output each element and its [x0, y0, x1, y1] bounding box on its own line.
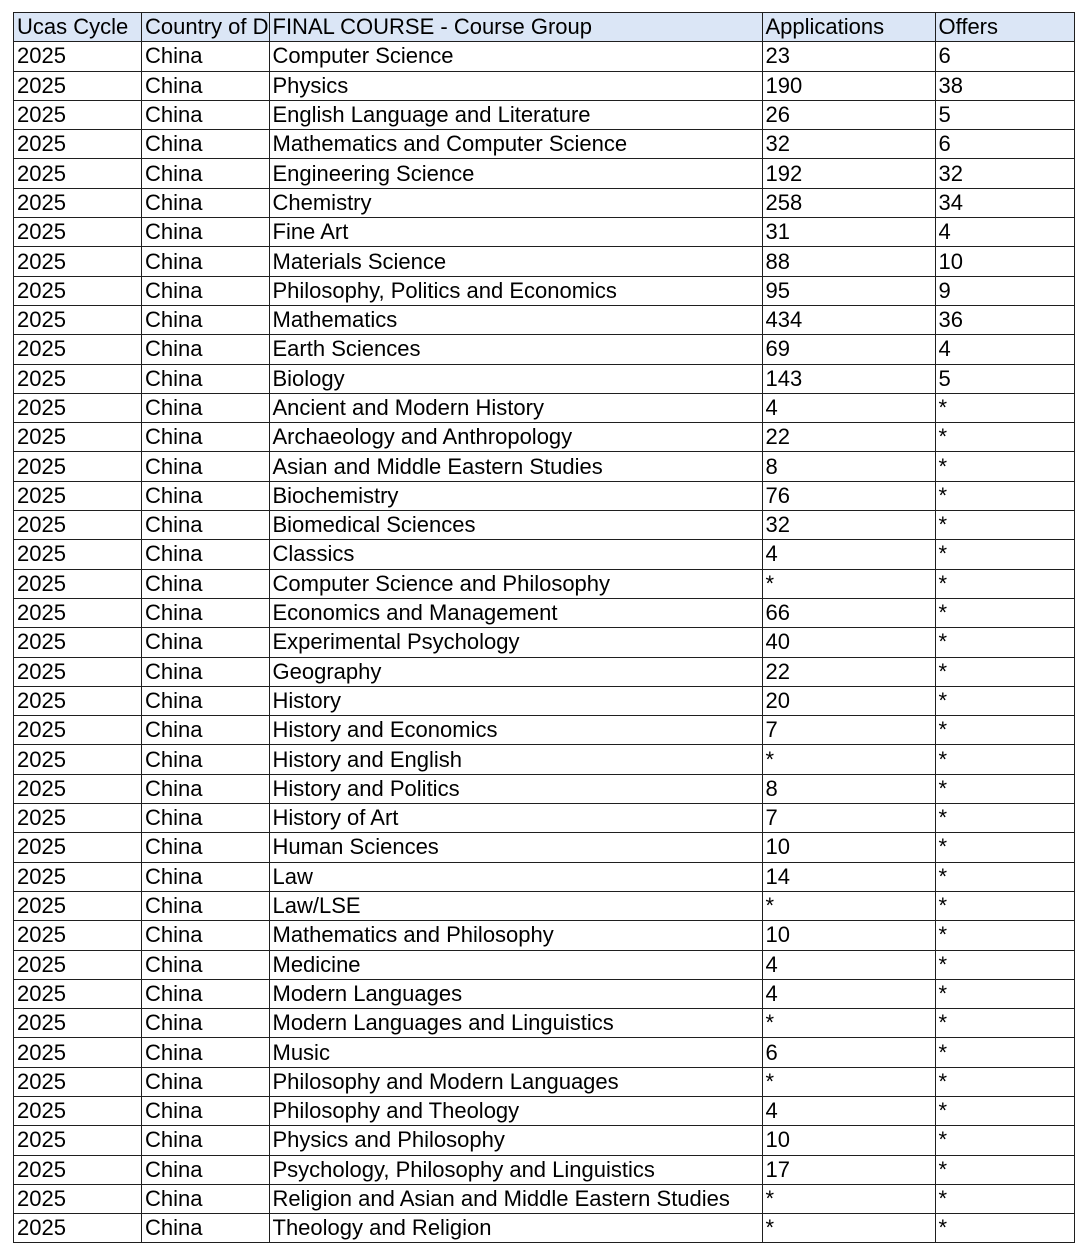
cell-country[interactable]: China [142, 598, 270, 627]
table-row [14, 862, 1075, 891]
cell-offers[interactable]: 6 [935, 130, 1074, 159]
cell-country[interactable]: China [142, 716, 270, 745]
cell-applications[interactable]: 76 [762, 481, 935, 510]
cell-ucas-cycle[interactable]: 2025 [14, 979, 142, 1008]
cell-offers[interactable]: 5 [935, 364, 1074, 393]
header-country[interactable]: Country of D [142, 13, 270, 42]
cell-ucas-cycle[interactable]: 2025 [14, 71, 142, 100]
cell-offers[interactable]: * [935, 481, 1074, 510]
cell-course-group[interactable]: Experimental Psychology [269, 628, 762, 657]
cell-applications[interactable]: 4 [762, 1096, 935, 1125]
cell-country[interactable]: China [142, 305, 270, 334]
cell-country[interactable]: China [142, 979, 270, 1008]
cell-applications[interactable]: 434 [762, 305, 935, 334]
cell-course-group[interactable]: Modern Languages [269, 979, 762, 1008]
cell-country[interactable]: China [142, 833, 270, 862]
cell-course-group[interactable]: Religion and Asian and Middle Eastern Studies [269, 1184, 762, 1213]
cell-applications[interactable]: * [762, 1184, 935, 1213]
cell-course-group[interactable]: Mathematics and Computer Science [269, 130, 762, 159]
table-row [14, 130, 1075, 159]
cell-course-group[interactable]: Ancient and Modern History [269, 393, 762, 422]
cell-course-group[interactable]: Economics and Management [269, 598, 762, 627]
cell-course-group[interactable]: Computer Science [269, 42, 762, 71]
cell-offers[interactable]: * [935, 598, 1074, 627]
header-row [14, 13, 1075, 42]
cell-offers[interactable]: * [935, 540, 1074, 569]
cell-ucas-cycle[interactable]: 2025 [14, 569, 142, 598]
cell-country[interactable]: China [142, 921, 270, 950]
cell-ucas-cycle[interactable]: 2025 [14, 100, 142, 129]
cell-offers[interactable]: * [935, 1155, 1074, 1184]
cell-offers[interactable]: 4 [935, 335, 1074, 364]
cell-course-group[interactable]: Biology [269, 364, 762, 393]
cell-applications[interactable]: 14 [762, 862, 935, 891]
cell-ucas-cycle[interactable]: 2025 [14, 862, 142, 891]
cell-ucas-cycle[interactable]: 2025 [14, 159, 142, 188]
cell-ucas-cycle[interactable]: 2025 [14, 364, 142, 393]
cell-applications[interactable]: 143 [762, 364, 935, 393]
cell-applications[interactable]: 4 [762, 393, 935, 422]
cell-country[interactable]: China [142, 1096, 270, 1125]
cell-ucas-cycle[interactable]: 2025 [14, 335, 142, 364]
cell-country[interactable]: China [142, 1038, 270, 1067]
cell-country[interactable]: China [142, 628, 270, 657]
cell-offers[interactable]: * [935, 862, 1074, 891]
cell-course-group[interactable]: Law/LSE [269, 891, 762, 920]
table-row [14, 657, 1075, 686]
cell-applications[interactable]: 7 [762, 716, 935, 745]
cell-ucas-cycle[interactable]: 2025 [14, 1126, 142, 1155]
cell-offers[interactable]: * [935, 393, 1074, 422]
cell-country[interactable]: China [142, 745, 270, 774]
cell-applications[interactable]: 4 [762, 540, 935, 569]
cell-applications[interactable]: 23 [762, 42, 935, 71]
table-row [14, 1009, 1075, 1038]
table-row [14, 218, 1075, 247]
cell-offers[interactable]: * [935, 716, 1074, 745]
cell-offers[interactable]: * [935, 423, 1074, 452]
cell-course-group[interactable]: Fine Art [269, 218, 762, 247]
table-row [14, 159, 1075, 188]
cell-offers[interactable]: 32 [935, 159, 1074, 188]
cell-offers[interactable]: * [935, 979, 1074, 1008]
cell-ucas-cycle[interactable]: 2025 [14, 716, 142, 745]
cell-offers[interactable]: 6 [935, 42, 1074, 71]
cell-ucas-cycle[interactable]: 2025 [14, 452, 142, 481]
cell-course-group[interactable]: Classics [269, 540, 762, 569]
cell-applications[interactable]: * [762, 569, 935, 598]
cell-offers[interactable]: * [935, 628, 1074, 657]
cell-country[interactable]: China [142, 540, 270, 569]
cell-ucas-cycle[interactable]: 2025 [14, 481, 142, 510]
cell-country[interactable]: China [142, 569, 270, 598]
cell-course-group[interactable]: Materials Science [269, 247, 762, 276]
cell-country[interactable]: China [142, 481, 270, 510]
cell-applications[interactable]: 258 [762, 188, 935, 217]
cell-ucas-cycle[interactable]: 2025 [14, 42, 142, 71]
cell-ucas-cycle[interactable]: 2025 [14, 276, 142, 305]
table-row [14, 335, 1075, 364]
cell-applications[interactable]: 40 [762, 628, 935, 657]
table-row [14, 393, 1075, 422]
cell-course-group[interactable]: Biochemistry [269, 481, 762, 510]
cell-ucas-cycle[interactable]: 2025 [14, 1067, 142, 1096]
cell-country[interactable]: China [142, 1184, 270, 1213]
cell-country[interactable]: China [142, 393, 270, 422]
cell-applications[interactable]: 7 [762, 804, 935, 833]
cell-offers[interactable]: * [935, 833, 1074, 862]
cell-ucas-cycle[interactable]: 2025 [14, 218, 142, 247]
cell-applications[interactable]: 31 [762, 218, 935, 247]
cell-applications[interactable]: 190 [762, 71, 935, 100]
cell-ucas-cycle[interactable]: 2025 [14, 1184, 142, 1213]
cell-applications[interactable]: 22 [762, 423, 935, 452]
cell-course-group[interactable]: History [269, 686, 762, 715]
cell-offers[interactable]: * [935, 686, 1074, 715]
table-row [14, 1155, 1075, 1184]
table-row [14, 364, 1075, 393]
table-row [14, 1184, 1075, 1213]
cell-country[interactable]: China [142, 71, 270, 100]
cell-ucas-cycle[interactable]: 2025 [14, 188, 142, 217]
cell-country[interactable]: China [142, 42, 270, 71]
cell-offers[interactable]: * [935, 1214, 1074, 1243]
cell-country[interactable]: China [142, 130, 270, 159]
header-course-group[interactable]: FINAL COURSE - Course Group [269, 13, 762, 42]
cell-offers[interactable]: 34 [935, 188, 1074, 217]
table-row [14, 569, 1075, 598]
table-row [14, 745, 1075, 774]
cell-offers[interactable]: * [935, 511, 1074, 540]
cell-course-group[interactable]: History and English [269, 745, 762, 774]
table-row [14, 979, 1075, 1008]
table-row [14, 511, 1075, 540]
table-row [14, 276, 1075, 305]
cell-ucas-cycle[interactable]: 2025 [14, 1009, 142, 1038]
cell-course-group[interactable]: History and Politics [269, 774, 762, 803]
cell-course-group[interactable]: Engineering Science [269, 159, 762, 188]
cell-course-group[interactable]: Chemistry [269, 188, 762, 217]
cell-applications[interactable]: 6 [762, 1038, 935, 1067]
table-row [14, 833, 1075, 862]
table-row [14, 628, 1075, 657]
cell-country[interactable]: China [142, 452, 270, 481]
cell-course-group[interactable]: Asian and Middle Eastern Studies [269, 452, 762, 481]
cell-applications[interactable]: 10 [762, 833, 935, 862]
cell-offers[interactable]: * [935, 1009, 1074, 1038]
table-row [14, 921, 1075, 950]
cell-ucas-cycle[interactable]: 2025 [14, 1214, 142, 1243]
table-row [14, 686, 1075, 715]
cell-ucas-cycle[interactable]: 2025 [14, 774, 142, 803]
table-row [14, 891, 1075, 920]
cell-course-group[interactable]: Modern Languages and Linguistics [269, 1009, 762, 1038]
cell-applications[interactable]: 4 [762, 950, 935, 979]
cell-applications[interactable]: * [762, 1009, 935, 1038]
table-row [14, 804, 1075, 833]
table-row [14, 950, 1075, 979]
cell-offers[interactable]: * [935, 452, 1074, 481]
table-row [14, 716, 1075, 745]
cell-country[interactable]: China [142, 100, 270, 129]
table-row [14, 100, 1075, 129]
cell-ucas-cycle[interactable]: 2025 [14, 598, 142, 627]
cell-applications[interactable]: 32 [762, 511, 935, 540]
cell-course-group[interactable]: Earth Sciences [269, 335, 762, 364]
cell-course-group[interactable]: Archaeology and Anthropology [269, 423, 762, 452]
cell-applications[interactable]: 17 [762, 1155, 935, 1184]
table-row [14, 1214, 1075, 1243]
cell-applications[interactable]: 192 [762, 159, 935, 188]
cell-country[interactable]: China [142, 218, 270, 247]
cell-applications[interactable]: 20 [762, 686, 935, 715]
cell-applications[interactable]: 10 [762, 921, 935, 950]
cell-country[interactable]: China [142, 335, 270, 364]
cell-applications[interactable]: 10 [762, 1126, 935, 1155]
cell-ucas-cycle[interactable]: 2025 [14, 1038, 142, 1067]
header-ucas-cycle[interactable]: Ucas Cycle [14, 13, 142, 42]
cell-course-group[interactable]: Philosophy and Theology [269, 1096, 762, 1125]
cell-offers[interactable]: * [935, 569, 1074, 598]
cell-offers[interactable]: * [935, 774, 1074, 803]
table-row [14, 71, 1075, 100]
cell-course-group[interactable]: Psychology, Philosophy and Linguistics [269, 1155, 762, 1184]
cell-offers[interactable]: 10 [935, 247, 1074, 276]
cell-country[interactable]: China [142, 247, 270, 276]
cell-applications[interactable]: 95 [762, 276, 935, 305]
table-row [14, 247, 1075, 276]
cell-country[interactable]: China [142, 862, 270, 891]
cell-course-group[interactable]: Philosophy, Politics and Economics [269, 276, 762, 305]
table-row [14, 305, 1075, 334]
cell-offers[interactable]: 9 [935, 276, 1074, 305]
cell-applications[interactable]: 32 [762, 130, 935, 159]
cell-applications[interactable]: * [762, 745, 935, 774]
cell-ucas-cycle[interactable]: 2025 [14, 628, 142, 657]
cell-country[interactable]: China [142, 511, 270, 540]
cell-course-group[interactable]: Physics [269, 71, 762, 100]
cell-ucas-cycle[interactable]: 2025 [14, 130, 142, 159]
cell-offers[interactable]: 36 [935, 305, 1074, 334]
cell-offers[interactable]: 4 [935, 218, 1074, 247]
cell-course-group[interactable]: Physics and Philosophy [269, 1126, 762, 1155]
cell-applications[interactable]: 26 [762, 100, 935, 129]
cell-applications[interactable]: 66 [762, 598, 935, 627]
cell-ucas-cycle[interactable]: 2025 [14, 247, 142, 276]
cell-country[interactable]: China [142, 1009, 270, 1038]
cell-course-group[interactable]: Law [269, 862, 762, 891]
cell-applications[interactable]: * [762, 1067, 935, 1096]
cell-course-group[interactable]: History of Art [269, 804, 762, 833]
cell-course-group[interactable]: Biomedical Sciences [269, 511, 762, 540]
cell-ucas-cycle[interactable]: 2025 [14, 657, 142, 686]
table-row [14, 1067, 1075, 1096]
cell-course-group[interactable]: Philosophy and Modern Languages [269, 1067, 762, 1096]
cell-applications[interactable]: 69 [762, 335, 935, 364]
cell-course-group[interactable]: Music [269, 1038, 762, 1067]
table-row [14, 42, 1075, 71]
cell-offers[interactable]: 5 [935, 100, 1074, 129]
cell-offers[interactable]: * [935, 1067, 1074, 1096]
cell-country[interactable]: China [142, 774, 270, 803]
cell-country[interactable]: China [142, 891, 270, 920]
table-row [14, 423, 1075, 452]
cell-ucas-cycle[interactable]: 2025 [14, 305, 142, 334]
table-row [14, 452, 1075, 481]
table-row [14, 540, 1075, 569]
table-body [14, 42, 1075, 1243]
cell-ucas-cycle[interactable]: 2025 [14, 950, 142, 979]
table-row [14, 188, 1075, 217]
table-row [14, 1096, 1075, 1125]
cell-ucas-cycle[interactable]: 2025 [14, 833, 142, 862]
cell-ucas-cycle[interactable]: 2025 [14, 1155, 142, 1184]
cell-course-group[interactable]: English Language and Literature [269, 100, 762, 129]
cell-country[interactable]: China [142, 159, 270, 188]
cell-course-group[interactable]: Medicine [269, 950, 762, 979]
cell-course-group[interactable]: Computer Science and Philosophy [269, 569, 762, 598]
cell-applications[interactable]: 88 [762, 247, 935, 276]
admissions-table [13, 12, 1075, 1243]
table-row [14, 598, 1075, 627]
cell-applications[interactable]: 8 [762, 452, 935, 481]
table-row [14, 774, 1075, 803]
cell-ucas-cycle[interactable]: 2025 [14, 804, 142, 833]
cell-ucas-cycle[interactable]: 2025 [14, 1096, 142, 1125]
cell-course-group[interactable]: Human Sciences [269, 833, 762, 862]
cell-ucas-cycle[interactable]: 2025 [14, 921, 142, 950]
header-applications[interactable]: Applications [762, 13, 935, 42]
cell-offers[interactable]: 38 [935, 71, 1074, 100]
cell-country[interactable]: China [142, 188, 270, 217]
cell-country[interactable]: China [142, 1067, 270, 1096]
cell-applications[interactable]: * [762, 891, 935, 920]
cell-applications[interactable]: 22 [762, 657, 935, 686]
cell-offers[interactable]: * [935, 891, 1074, 920]
cell-course-group[interactable]: History and Economics [269, 716, 762, 745]
cell-ucas-cycle[interactable]: 2025 [14, 745, 142, 774]
cell-country[interactable]: China [142, 804, 270, 833]
table-row [14, 1038, 1075, 1067]
cell-course-group[interactable]: Mathematics and Philosophy [269, 921, 762, 950]
header-offers[interactable]: Offers [935, 13, 1074, 42]
cell-offers[interactable]: * [935, 1038, 1074, 1067]
cell-applications[interactable]: 8 [762, 774, 935, 803]
cell-country[interactable]: China [142, 423, 270, 452]
cell-ucas-cycle[interactable]: 2025 [14, 393, 142, 422]
cell-ucas-cycle[interactable]: 2025 [14, 540, 142, 569]
cell-offers[interactable]: * [935, 804, 1074, 833]
cell-applications[interactable]: 4 [762, 979, 935, 1008]
cell-country[interactable]: China [142, 1126, 270, 1155]
cell-country[interactable]: China [142, 657, 270, 686]
cell-course-group[interactable]: Geography [269, 657, 762, 686]
cell-offers[interactable]: * [935, 1096, 1074, 1125]
table-row [14, 481, 1075, 510]
cell-ucas-cycle[interactable]: 2025 [14, 423, 142, 452]
cell-offers[interactable]: * [935, 950, 1074, 979]
cell-country[interactable]: China [142, 364, 270, 393]
cell-country[interactable]: China [142, 1155, 270, 1184]
cell-country[interactable]: China [142, 276, 270, 305]
cell-country[interactable]: China [142, 686, 270, 715]
cell-course-group[interactable]: Mathematics [269, 305, 762, 334]
cell-offers[interactable]: * [935, 657, 1074, 686]
cell-offers[interactable]: * [935, 1126, 1074, 1155]
cell-ucas-cycle[interactable]: 2025 [14, 891, 142, 920]
cell-course-group[interactable]: Theology and Religion [269, 1214, 762, 1243]
cell-ucas-cycle[interactable]: 2025 [14, 511, 142, 540]
cell-offers[interactable]: * [935, 1184, 1074, 1213]
table-row [14, 1126, 1075, 1155]
cell-country[interactable]: China [142, 950, 270, 979]
cell-offers[interactable]: * [935, 745, 1074, 774]
cell-offers[interactable]: * [935, 921, 1074, 950]
cell-ucas-cycle[interactable]: 2025 [14, 686, 142, 715]
cell-country[interactable]: China [142, 1214, 270, 1243]
cell-applications[interactable]: * [762, 1214, 935, 1243]
